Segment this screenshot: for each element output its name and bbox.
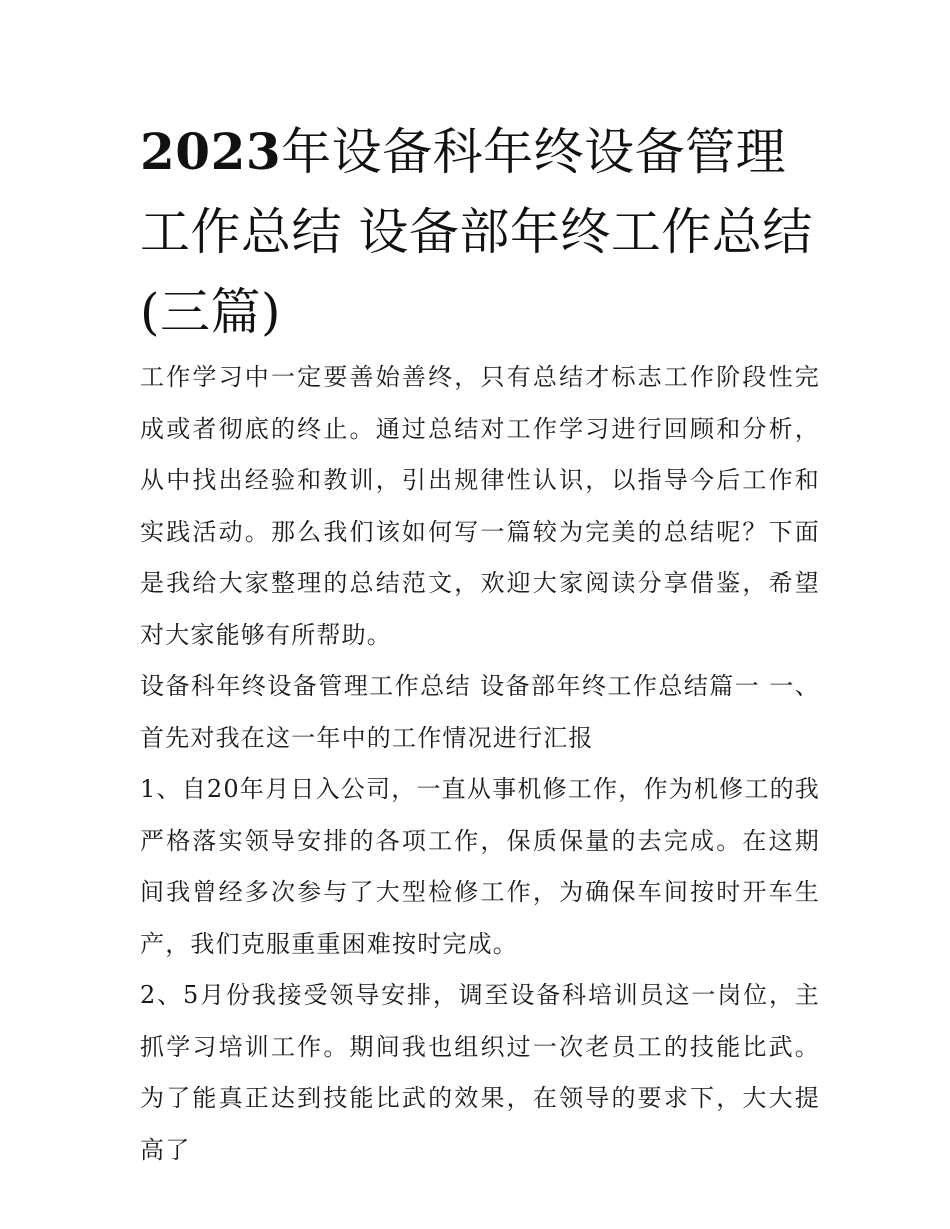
document-body: [140, 352, 820, 1176]
title-text: 年设备科年终设备管理工作总结 设备部年终工作总结(三篇): [140, 123, 813, 341]
paragraph-section-heading: 设备科年终设备管理工作总结 设备部年终工作总结篇一 一、首先对我在这一年中的工作情况进行汇报: [140, 672, 820, 752]
paragraph-item-1: 1、自20年月日入公司，一直从事机修工作，作为机修工的我严格落实领导安排的各项工作，保质保量的去完成。在这期间我曾经多次参与了大型检修工作，为确保车间按时开车生产，我们克服重重困难按时完成。: [140, 775, 820, 958]
document-title: [140, 112, 820, 352]
title-year: 2023: [140, 122, 282, 181]
paragraph-item-2: 2、5月份我接受领导安排，调至设备科培训员这一岗位，主抓学习培训工作。期间我也组织过一次老员工的技能比武。为了能真正达到技能比武的效果，在领导的要求下，大大提高了: [140, 981, 820, 1164]
paragraph-intro: 工作学习中一定要善始善终，只有总结才标志工作阶段性完成或者彻底的终止。通过总结对工作学习进行回顾和分析，从中找出经验和教训，引出规律性认识，以指导今后工作和实践活动。那么我们该如何写一篇较为完美的总结呢？下面是我给大家整理的总结范文，欢迎大家阅读分享借鉴，希望对大家能够有所帮助。: [140, 363, 820, 649]
